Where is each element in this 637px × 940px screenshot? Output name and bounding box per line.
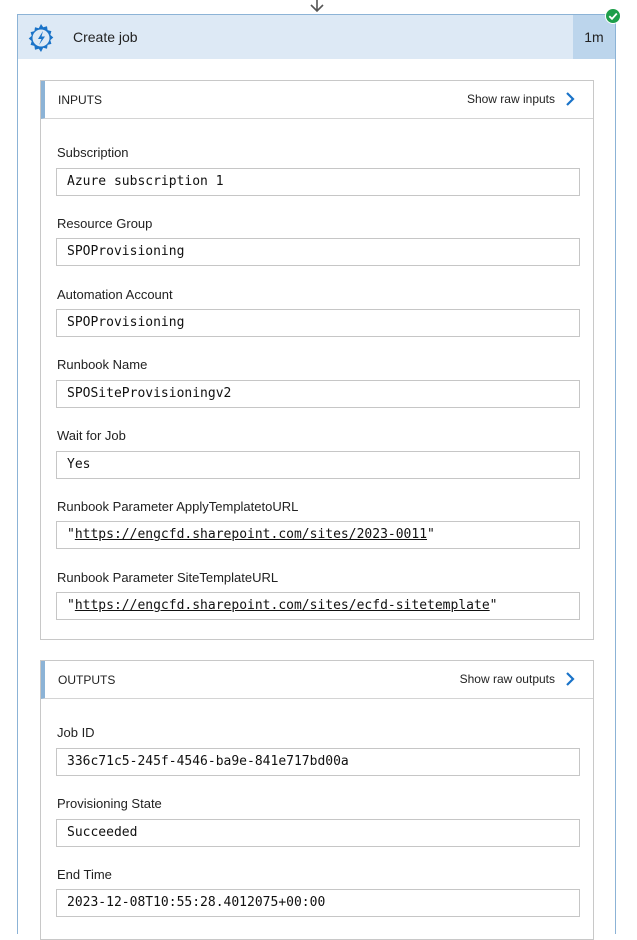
end-time-field: 2023-12-08T10:55:28.4012075+00:00: [56, 889, 580, 917]
subscription-label: Subscription: [57, 145, 129, 160]
provisioning-state-field: Succeeded: [56, 819, 580, 847]
end-time-label: End Time: [57, 867, 112, 882]
apply-template-url-field: "https://engcfd.sharepoint.com/sites/2023-0011": [56, 521, 580, 549]
automation-account-field: SPOProvisioning: [56, 309, 580, 337]
duration-badge: 1m: [573, 15, 615, 59]
runbook-name-label: Runbook Name: [57, 357, 148, 372]
inputs-title: INPUTS: [58, 93, 103, 107]
chevron-right-icon[interactable]: [565, 671, 575, 687]
success-check-icon: [605, 8, 621, 24]
automation-runbook-icon: [25, 21, 57, 53]
inputs-panel: [40, 80, 594, 640]
outputs-panel-header: [41, 661, 593, 699]
site-template-url-link[interactable]: https://engcfd.sharepoint.com/sites/ecfd-sitetemplate: [74, 598, 490, 613]
site-template-url-field: "https://engcfd.sharepoint.com/sites/ecfd-sitetemplate": [56, 592, 580, 620]
job-id-field: 336c71c5-245f-4546-ba9e-841e717bd00a: [56, 748, 580, 776]
action-card: [17, 14, 616, 934]
resource-group-field: SPOProvisioning: [56, 238, 580, 266]
action-title: Create job: [73, 29, 138, 45]
job-id-label: Job ID: [57, 725, 95, 740]
site-template-url-label: Runbook Parameter SiteTemplateURL: [57, 570, 279, 585]
action-header[interactable]: [18, 15, 615, 59]
runbook-name-field: SPOSiteProvisioningv2: [56, 380, 580, 408]
chevron-right-icon[interactable]: [565, 91, 575, 107]
resource-group-label: Resource Group: [57, 216, 153, 231]
inputs-panel-header: [41, 81, 593, 119]
flow-down-arrow-icon: [306, 0, 328, 14]
wait-for-job-label: Wait for Job: [57, 428, 126, 443]
show-raw-inputs-link[interactable]: Show raw inputs: [466, 92, 555, 106]
apply-template-url-label: Runbook Parameter ApplyTemplatetoURL: [57, 499, 299, 514]
provisioning-state-label: Provisioning State: [57, 796, 162, 811]
wait-for-job-field: Yes: [56, 451, 580, 479]
subscription-field: Azure subscription 1: [56, 168, 580, 196]
apply-template-url-link[interactable]: https://engcfd.sharepoint.com/sites/2023-0011: [74, 527, 428, 542]
outputs-title: OUTPUTS: [58, 673, 116, 687]
show-raw-outputs-link[interactable]: Show raw outputs: [459, 672, 555, 686]
automation-account-label: Automation Account: [57, 287, 173, 302]
outputs-panel: [40, 660, 594, 940]
